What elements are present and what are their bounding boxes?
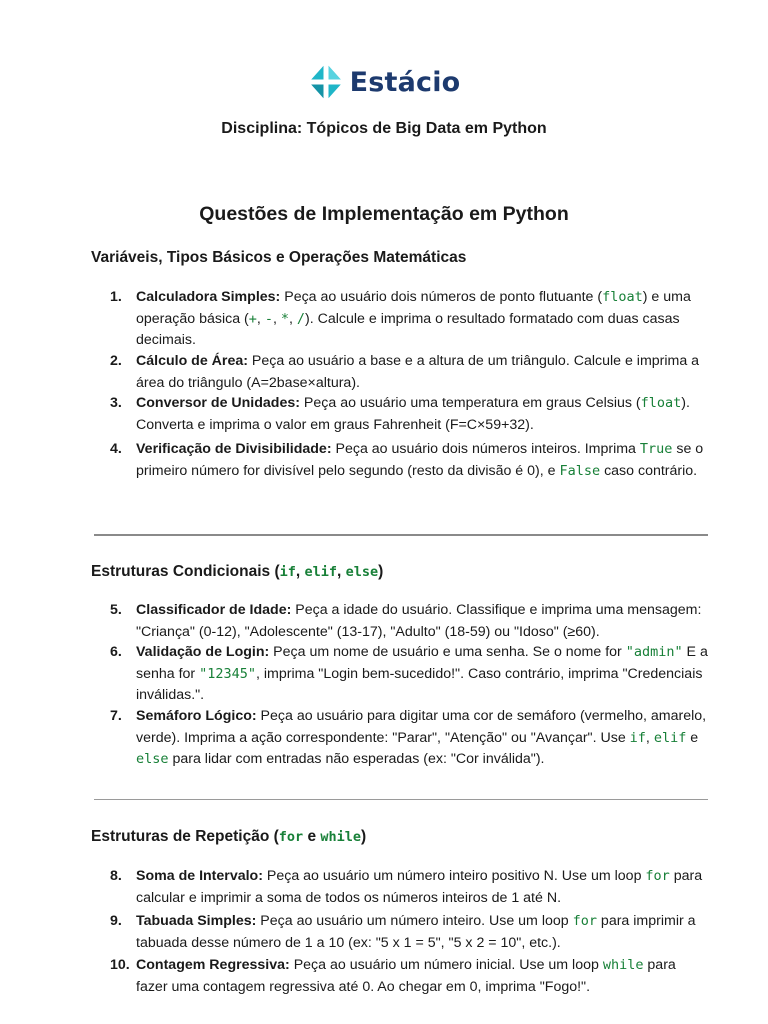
list-item <box>110 955 710 998</box>
item-number: 10. <box>110 957 130 973</box>
code-snippet: if <box>629 729 646 746</box>
item-body <box>136 439 710 482</box>
text-fragment: , <box>295 563 305 580</box>
section-title-conditionals <box>91 563 383 581</box>
list-item <box>110 351 710 394</box>
text-fragment: para lidar com entradas não esperadas (ex: "Cor inválida"). <box>168 751 545 767</box>
text-fragment: e <box>686 729 699 746</box>
code-snippet: "12345" <box>199 665 257 682</box>
code-snippet: while <box>320 829 362 845</box>
item-label: Calculadora Simples: <box>136 289 281 305</box>
item-label: Tabuada Simples: <box>136 913 257 929</box>
item-label: Verificação de Divisibilidade: <box>136 441 332 457</box>
item-body <box>136 642 710 707</box>
item-body <box>136 393 710 436</box>
item-number: 3. <box>110 395 122 411</box>
section-title-variables <box>91 249 466 267</box>
text-fragment: , <box>272 310 281 327</box>
item-body <box>136 866 710 909</box>
item-number: 2. <box>110 353 122 369</box>
code-snippet: + <box>248 310 257 327</box>
brand-logo <box>0 62 768 102</box>
item-label: Semáforo Lógico: <box>136 708 257 724</box>
text-fragment: ) e uma operação básica ( <box>136 289 691 327</box>
text-fragment: , <box>337 563 346 580</box>
item-body <box>136 287 710 352</box>
item-number: 7. <box>110 708 122 724</box>
item-body <box>136 955 710 998</box>
text-fragment: , <box>645 729 654 746</box>
text-fragment: e <box>303 828 321 845</box>
text-fragment: Estruturas Condicionais ( <box>91 563 280 580</box>
code-snippet: / <box>296 310 306 327</box>
code-snippet: float <box>640 395 682 411</box>
item-label: Contagem Regressiva: <box>136 957 290 973</box>
text-fragment: Peça ao usuário uma temperatura em graus Celsius ( <box>299 395 641 411</box>
brand-name: Estácio <box>349 66 461 98</box>
list-item <box>110 866 710 909</box>
code-snippet: for <box>278 829 304 845</box>
text-fragment: Peça ao usuário para digitar uma cor de semáforo (vermelho, amarelo, verde). Imprima a ação correspondente: "Parar", "Atenção" ou "Avançar". Use <box>136 708 707 746</box>
text-fragment: , imprima "Login bem-sucedido!". Caso contrário, imprima "Credenciais inválidas.". <box>136 665 703 703</box>
item-label: Cálculo de Área: <box>136 353 248 369</box>
code-snippet: while <box>602 957 644 973</box>
code-snippet: - <box>264 310 273 327</box>
item-number: 6. <box>110 644 122 660</box>
list-item <box>110 911 710 954</box>
item-body <box>136 911 710 954</box>
text-fragment: Peça ao usuário dois números de ponto flutuante ( <box>280 289 603 305</box>
list-item <box>110 706 710 771</box>
text-fragment: Peça ao usuário um número inteiro. Use um loop <box>256 913 573 929</box>
text-fragment: , <box>256 310 265 327</box>
item-number: 1. <box>110 289 122 305</box>
list-item <box>110 439 710 482</box>
item-label: Soma de Intervalo: <box>136 868 263 884</box>
code-snippet: elif <box>653 729 687 746</box>
code-snippet: for <box>572 913 597 929</box>
section-title-loops <box>91 828 366 846</box>
text-fragment: Peça ao usuário a base e a altura de um triângulo. Calcule e imprima a área do triângulo (A=2base×altura). <box>136 353 700 391</box>
item-label: Validação de Login: <box>136 644 270 660</box>
code-snippet: else <box>136 751 169 767</box>
code-snippet: False <box>559 462 601 479</box>
item-label: Conversor de Unidades: <box>136 395 300 411</box>
code-snippet: else <box>345 564 379 580</box>
section-divider <box>94 799 708 800</box>
text-fragment: para fazer uma contagem regressiva até 0. Ao chegar em 0, imprima "Fogo!". <box>136 957 676 995</box>
text-fragment: Peça um nome de usuário e uma senha. Se o nome for <box>269 644 626 660</box>
item-body <box>136 351 710 394</box>
text-fragment: Peça a idade do usuário. Classifique e imprima uma mensagem: "Criança" (0-12), "Adolescente" (13-17), "Adulto" (18-59) ou "Idoso" (≥60). <box>136 602 702 640</box>
item-number: 4. <box>110 441 122 457</box>
estacio-logo-icon <box>308 62 344 102</box>
text-fragment: Variáveis, Tipos Básicos e Operações Matemáticas <box>91 249 467 266</box>
text-fragment: Peça ao usuário um número inicial. Use um loop <box>289 957 603 973</box>
item-body <box>136 706 710 771</box>
text-fragment: Estruturas de Repetição ( <box>91 828 279 845</box>
discipline-title: Disciplina: Tópicos de Big Data em Python <box>221 120 547 137</box>
text-fragment: para calcular e imprimir a soma de todos os números inteiros de 1 até N. <box>136 868 703 906</box>
text-fragment: Peça ao usuário um número inteiro positivo N. Use um loop <box>262 868 646 884</box>
list-item <box>110 393 710 436</box>
page-title: Questões de Implementação em Python <box>199 203 569 225</box>
code-snippet: for <box>645 868 670 884</box>
code-snippet: "admin" <box>625 644 683 660</box>
text-fragment: ). Converta e imprima o valor em graus Fahrenheit (F=C×59+32). <box>136 395 690 433</box>
item-body <box>136 600 710 643</box>
item-number: 8. <box>110 868 122 884</box>
code-snippet: if <box>279 564 296 580</box>
list-item <box>110 600 710 643</box>
section-divider <box>94 534 708 536</box>
text-fragment: Peça ao usuário dois números inteiros. Imprima <box>331 441 640 457</box>
text-fragment: , <box>288 310 297 327</box>
text-fragment: se o primeiro número for divisível pelo segundo (resto da divisão é 0), e <box>136 441 704 479</box>
list-item <box>110 287 710 352</box>
code-snippet: * <box>280 310 289 327</box>
text-fragment: ) <box>361 828 367 845</box>
text-fragment: ). Calcule e imprima o resultado formatado com duas casas decimais. <box>136 310 680 348</box>
code-snippet: float <box>602 289 643 305</box>
list-item <box>110 642 710 707</box>
code-snippet: elif <box>304 564 338 580</box>
item-number: 5. <box>110 602 122 618</box>
item-label: Classificador de Idade: <box>136 602 292 618</box>
code-snippet: True <box>639 441 673 457</box>
text-fragment: ) <box>378 563 384 580</box>
item-number: 9. <box>110 913 122 929</box>
text-fragment: caso contrário. <box>600 462 698 479</box>
text-fragment: para imprimir a tabuada desse número de 1 a 10 (ex: "5 x 1 = 5", "5 x 2 = 10", etc.). <box>136 913 696 951</box>
text-fragment: E a senha for <box>136 644 708 682</box>
